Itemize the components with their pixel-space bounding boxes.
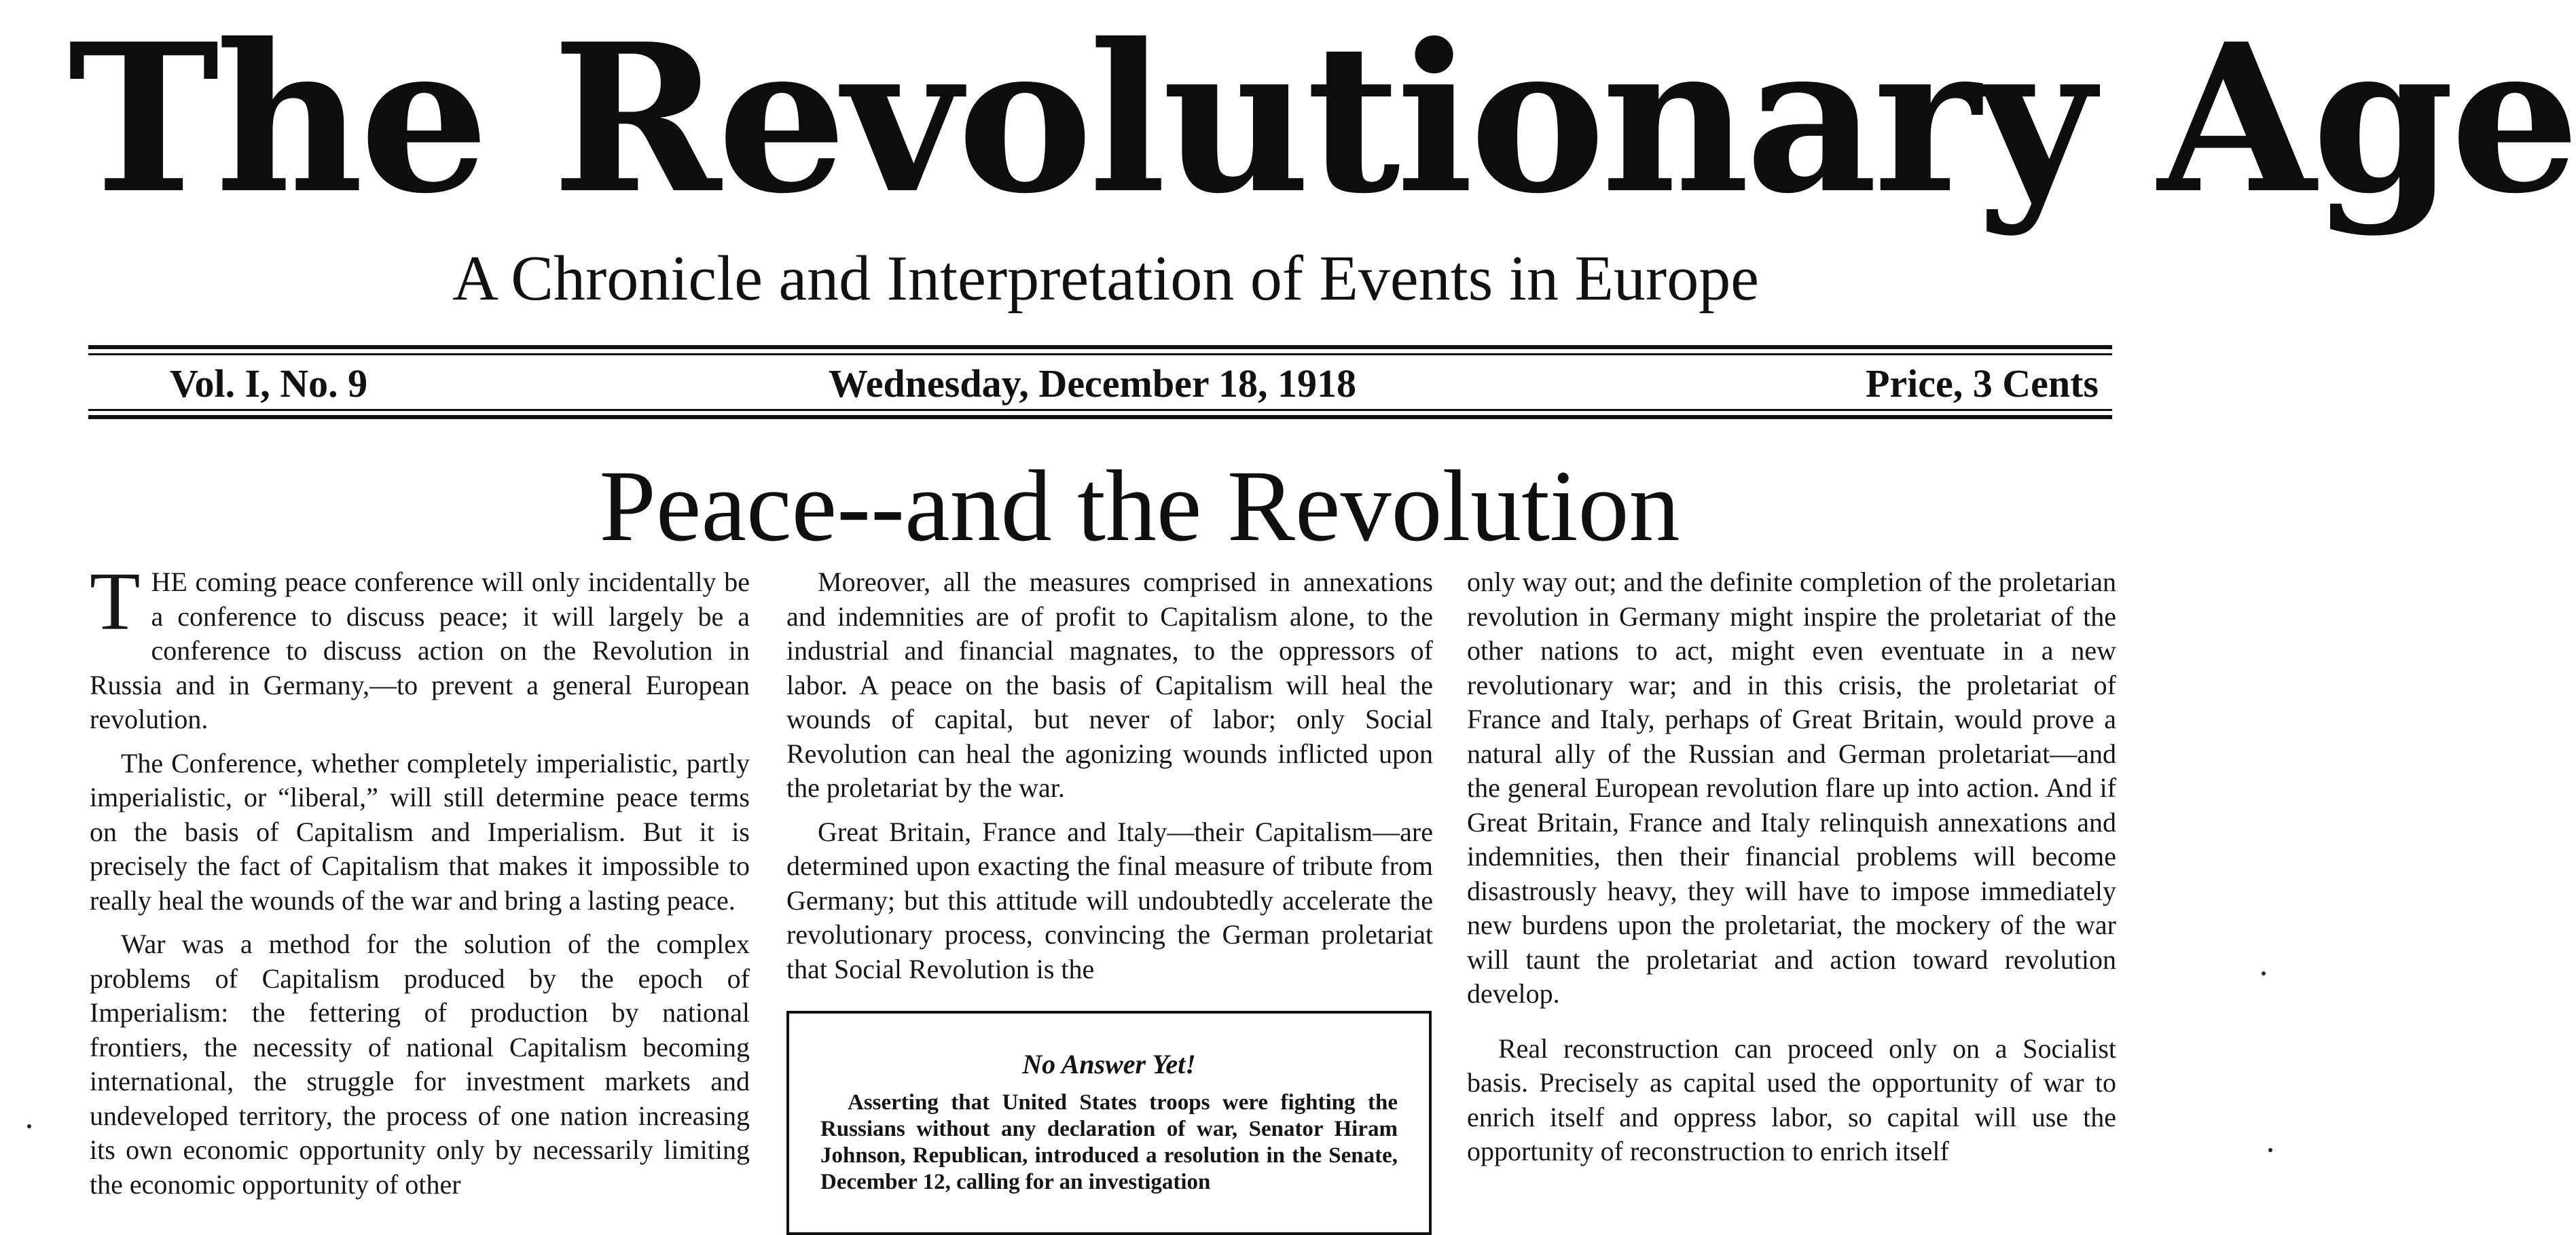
article-column-1 <box>90 556 750 1211</box>
dateline-rule-bottom-2 <box>88 415 2112 419</box>
issue-price: Price, 3 Cents <box>1865 361 2099 406</box>
sidebar-news-box <box>786 1011 1432 1235</box>
scan-speck <box>2262 971 2266 976</box>
article-column-2 <box>786 565 1433 996</box>
col3-paragraph-2: Real reconstruction can proceed only on a Socialist basis. Precisely as capital used the opportunity of war to enrich itself and oppress labor, so capital will use the opportunity of reconstruction to enrich itself <box>1467 1033 2116 1166</box>
col1-paragraph-3: War was a method for the solution of the complex problems of Capitalism produced by the epoch of Imperialism: the fettering of production by national frontiers, the necessity of national Capitalism becoming international, the struggle for investment markets and undeveloped territory, the process of one nation increasing its own economic opportunity only by necessarily limiting the economic opportunity of other <box>90 929 750 1200</box>
col1-paragraph-1 <box>90 556 750 737</box>
sidebar-box-text: Asserting that United States troops were fighting the Russians without any declaration of war, Senator Hiram Johnson, Republican, introduced a resolution in the Senate, December 12, calling for an investigation <box>820 1090 1398 1194</box>
col1-paragraph-1-text: HE coming peace conference will only incidentally be a conference to discuss peace; it will largely be a conference to discuss action on the Revolution in Russia and in Germany,—to prevent a general European revolution. <box>90 567 750 734</box>
col2-paragraph-2: Great Britain, France and Italy—their Capitalism—are determined upon exacting the final measure of tribute from Germany; but this attitude will undoubtedly accelerate the revolutionary process, convincing the German proletariat that Social Revolution is the <box>786 816 1433 984</box>
scan-speck <box>2268 1148 2272 1152</box>
col3-paragraph-1: only way out; and the definite completion of the proletarian revolution in Germany might inspire the proletariat of the other nations to act, might even eventuate in a new revolutionary war; and in this crisis, the proletariat of France and Italy, perhaps of Great Britain, would prove a natural ally of the Russian and German proletariat—and the general European revolution flare up into action. And if Great Britain, France and Italy relinquish annexations and indemnities, then their financial problems will become disastrously heavy, they will have to impose immediately new burdens upon the proletariat, the mockery of the war will taunt the proletariat and action toward revolution develop. <box>1467 567 2116 1009</box>
newspaper-title: The Revolutionary Age <box>68 0 2576 238</box>
scan-speck <box>27 1124 31 1128</box>
newspaper-subtitle: A Chronicle and Interpretation of Events in Europe <box>452 243 1759 314</box>
masthead <box>0 0 2576 314</box>
dateline <box>88 360 2126 408</box>
drop-cap: T <box>90 556 141 647</box>
dateline-rule-top-2 <box>88 353 2112 355</box>
col1-paragraph-2: The Conference, whether completely imperialistic, partly imperialistic, or “liberal,” will still determine peace terms on the basis of Capitalism and Imperialism. But it is precisely the fact of Capitalism that makes it impossible to really heal the wounds of the war and bring a lasting peace. <box>90 747 750 916</box>
col2-paragraph-1: Moreover, all the measures comprised in annexations and indemnities are of profit to Capitalism alone, to the industrial and financial magnates, to the oppressors of labor. A peace on the basis of Capitalism will heal the wounds of capital, but never of labor; only Social Revolution can heal the agonizing wounds inflicted upon the proletariat by the war. <box>786 567 1433 803</box>
volume-number: Vol. I, No. 9 <box>170 361 368 406</box>
dateline-rule-top-1 <box>88 345 2112 349</box>
article-headline: Peace--and the Revolution <box>599 450 1680 562</box>
dateline-rule-bottom-1 <box>88 409 2112 411</box>
issue-date: Wednesday, December 18, 1918 <box>829 361 1357 406</box>
article-column-3 <box>1467 565 2116 1179</box>
sidebar-box-title: No Answer Yet! <box>1022 1049 1196 1079</box>
